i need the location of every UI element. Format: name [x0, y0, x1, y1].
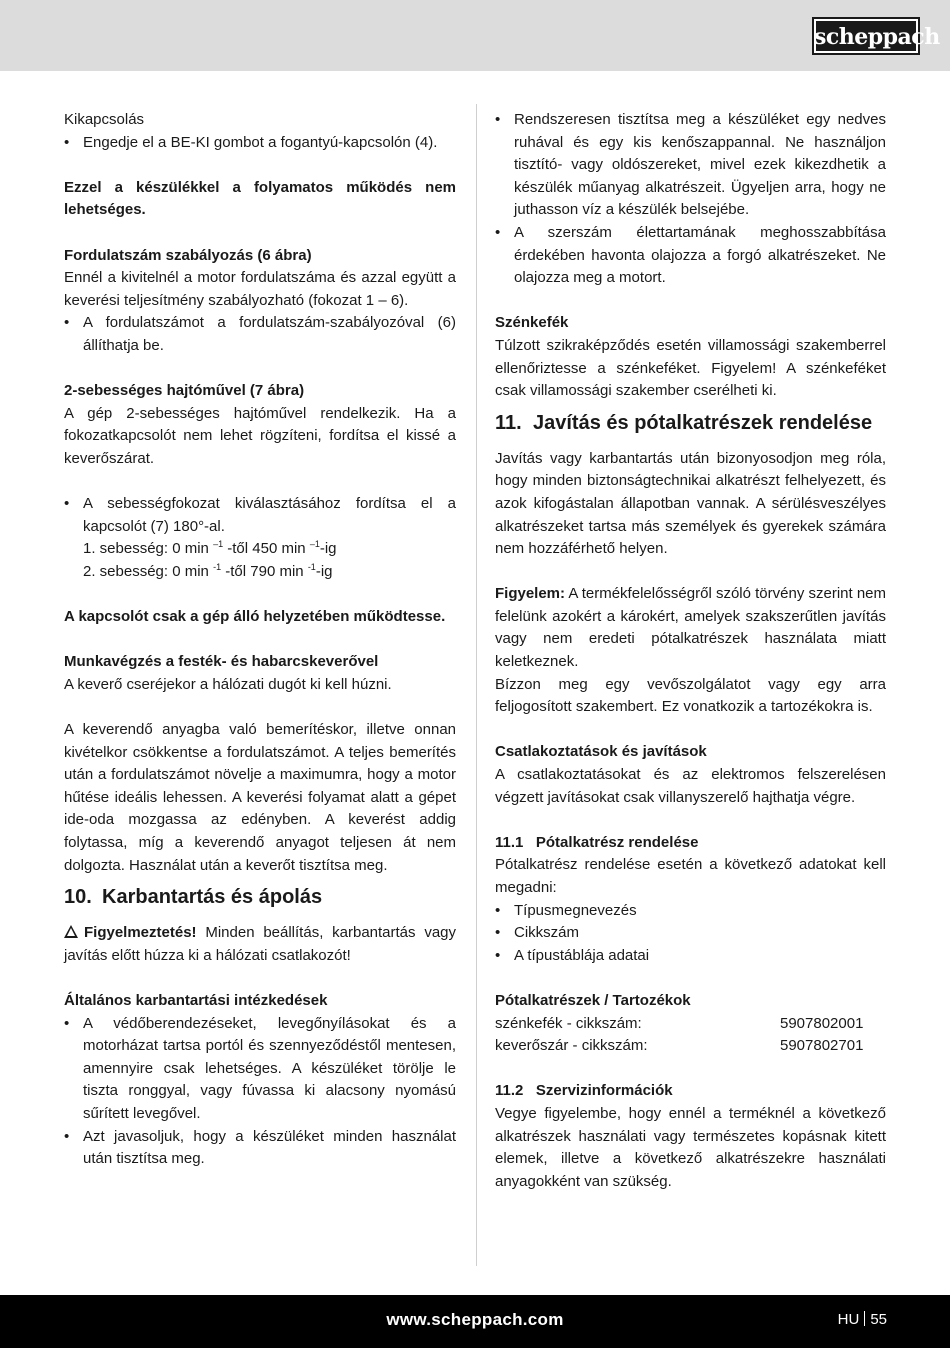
speed-list — [64, 312, 456, 357]
list-item: • A fordulatszámot a fordulatszám-szabályozóval (6) állíthatja be. — [64, 312, 456, 357]
list-item: • A sebességfokozat kiválasztásához fordítsa el a kapcsolót (7) 180°-al. — [64, 493, 456, 538]
general-title: Általános karbantartási intézkedések — [64, 991, 328, 1009]
kikapcsolas-title: Kikapcsolás — [64, 111, 145, 128]
part-name: keverőszár - cikkszám: — [495, 1037, 648, 1055]
list-item: • A védőberendezéseket, levegőnyílásokat és a motorházat tartsa portól és szennyeződéstől mentesen, amennyire csak lehetséges. A készüléket törölje le tiszta ronggyal, vagy fúvassa ki alacsony nyomású sűrített levegővel. — [64, 1013, 456, 1126]
part-name: szénkefék - cikkszám: — [495, 1014, 642, 1032]
part-number: 5907802701 — [780, 1037, 864, 1055]
gear-text: A gép 2-sebességes hajtóművel rendelkezik. Ha a fokozatkapcsolót nem lehet rögzíteni, fordítsa el kissé a keverőszárat. — [64, 404, 456, 467]
continuous-warning: Ezzel a készülékkel a folyamatos működés nem lehetséges. — [64, 178, 456, 219]
work-text-1: A keverő cseréjekor a hálózati dugót ki kell húzni. — [64, 675, 392, 693]
list-item: • A szerszám élettartamának meghosszabbítása érdekében havonta olajozza a forgó alkatrészeket. Ne olajozza meg a motort. — [495, 222, 886, 290]
kikapcsolas-list — [64, 132, 456, 155]
website-link[interactable]: www.scheppach.com — [386, 1310, 564, 1329]
work-text-2: A keverendő anyagba való bemerítéskor, illetve onnan kivételkor csökkentse a fordulatszámot. A teljes bemerítés után a fordulatszámot növelje a maximumra, hogy a motor hűtése ideális lehessen. A keverési folyamat alatt a gépet ide-oda mozgassa az edényben. A keverést addig folytassa, míg a keverendő anyagot teljesen át nem dolgozta. Használat után a keverőt tisztítsa meg. — [64, 721, 456, 874]
list-item: • Engedje el a BE-KI gombot a fogantyú-kapcsolón (4). — [64, 132, 456, 155]
page-number: 55 — [870, 1311, 887, 1328]
left-column — [64, 109, 456, 1171]
section-11-heading: 11. Javítás és pótalkatrészek rendelése — [495, 411, 873, 434]
switch-warning: A kapcsolót csak a gép álló helyzetében működtesse. — [64, 608, 446, 626]
work-title: Munkavégzés a festék- és habarcskeverővel — [64, 653, 379, 671]
order-data-list — [495, 900, 886, 968]
parts-title: Pótalkatrészek / Tartozékok — [495, 991, 691, 1009]
scheppach-logo: scheppach — [812, 17, 920, 55]
parts-row — [495, 1035, 886, 1058]
section-11-2-text: Vegye figyelembe, hogy ennél a terméknél a következő alkatrészek használati vagy természetes kopásnak kitett elemek, illetve a következő alkatrészekre használati anyagokként van szükség. — [495, 1104, 886, 1190]
maintenance-warning: Figyelmeztetés! Minden beállítás, karbantartás vagy javítás előtt húzza ki a hálózati csatlakozót! — [64, 924, 456, 964]
list-item: • Típusmegnevezés — [495, 900, 886, 923]
section-11-2-title: 11.2 Szervizinformációk — [495, 1082, 673, 1100]
warning-icon — [64, 925, 78, 938]
parts-row — [495, 1013, 886, 1036]
gear-speed-1: 1. sebesség: 0 min $^{-1}$ -től 450 min $^{-1}$-ig — [83, 539, 337, 558]
header-bar — [0, 0, 950, 71]
brush-title: Szénkefék — [495, 314, 569, 332]
gear-title: 2-sebességes hajtóművel (7 ábra) — [64, 382, 305, 400]
repair-text: Javítás vagy karbantartás után bizonyosodjon meg róla, hogy minden biztonságtechnikai alkatrészt felhelyezett, és azok kifogástalan állapotban vannak. A sérülésveszélyes alkatrészeket tartsa más személyek és gyerekek számára nem hozzáférhető helyen. — [495, 449, 886, 558]
general-list — [64, 1013, 456, 1171]
page-indicator — [838, 1309, 887, 1331]
connections-text: A csatlakoztatásokat és az elektromos felszerelésen végzett javításokat csak villanyszerelő hajthatja végre. — [495, 766, 886, 806]
gear-speed-2: 2. sebesség: 0 min $^{-1}$ -től 790 min $^{-1}$-ig — [83, 561, 333, 580]
attention-text-2: Bízzon meg egy vevőszolgálatot vagy egy arra feljogosított szakembert. Ez vonatkozik a tartozékokra is. — [495, 675, 886, 716]
attention-text: Figyelem: A termékfelelősségről szóló törvény szerint nem felelünk azokért a károkért, amelyek szakszerűtlen javítás vagy nem eredeti pótalkatrészek használata miatt keletkeznek. — [495, 585, 887, 671]
list-item: • Cikkszám — [495, 922, 886, 945]
brush-text: Túlzott szikraképződés esetén villamossági szakemberrel ellenőriztesse a szénkeféket. Figyelem! A szénkeféket csak villamossági szakember cserélheti ki. — [495, 336, 886, 400]
list-item: • A típustáblája adatai — [495, 945, 886, 968]
column-divider — [476, 104, 477, 1266]
speed-title: Fordulatszám szabályozás (6 ábra) — [64, 246, 312, 264]
connections-title: Csatlakoztatások és javítások — [495, 743, 707, 761]
right-column — [495, 109, 886, 1193]
language-code: HU — [837, 1311, 860, 1328]
section-11-1-title: 11.1 Pótalkatrész rendelése — [495, 833, 699, 851]
footer-bar — [0, 1295, 950, 1348]
speed-text: Ennél a kivitelnél a motor fordulatszáma és azzal együtt a keverési teljesítmény szabályozható (fokozat 1 – 6). — [64, 269, 456, 309]
gear-list — [64, 493, 456, 583]
list-item: • Azt javasoljuk, hogy a készüléket minden használat után tisztítsa meg. — [64, 1126, 456, 1171]
list-item: • Rendszeresen tisztítsa meg a készüléket egy nedves ruhával és egy kis kenőszappannal. Ne használjon tisztító- vagy oldószereket, mivel ezek kikezdhetik a készülék műanyag alkatrészeit. Ügyeljen arra, hogy ne juthasson víz a készülék belsejébe. — [495, 109, 886, 222]
section-11-1-text: Pótalkatrész rendelése esetén a következő adatokat kell megadni: — [495, 856, 886, 896]
clean-list — [495, 109, 886, 290]
section-10-heading: 10. Karbantartás és ápolás — [64, 886, 323, 909]
part-number: 5907802001 — [780, 1014, 864, 1032]
